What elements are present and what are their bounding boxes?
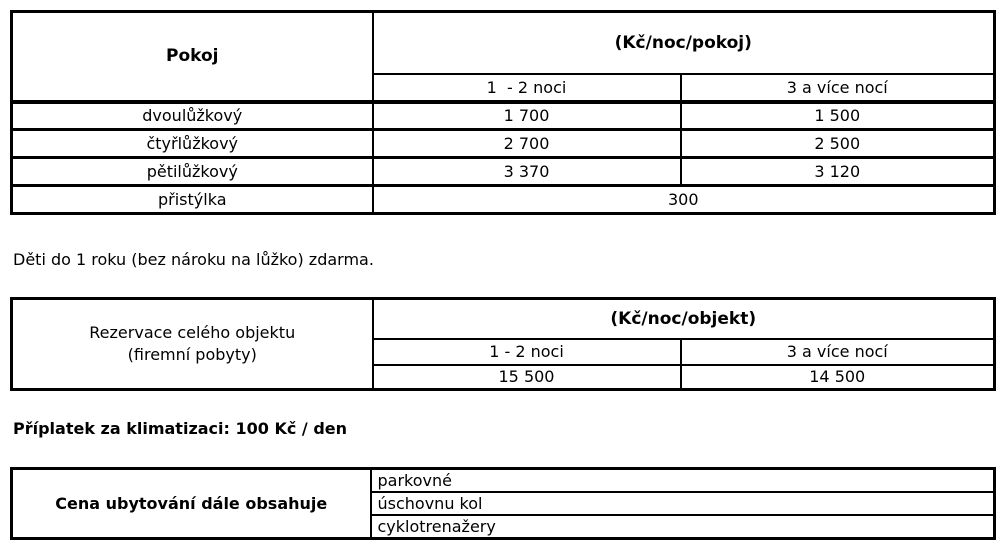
- object-table-header-row: [12, 299, 995, 339]
- object-table-col-short-stay: 1 - 2 noci: [373, 339, 681, 365]
- object-table-unit-header: (Kč/noc/objekt): [373, 299, 995, 339]
- object-table-col-long-stay: 3 a více nocí: [681, 339, 995, 365]
- object-price-short-stay-cell: 15 500: [373, 365, 681, 390]
- price-long-stay-cell: 1 500: [681, 102, 995, 130]
- table-row-quad-room: [12, 130, 995, 158]
- table-row-five-bed-room: [12, 158, 995, 186]
- room-type-cell: čtyřlůžkový: [12, 130, 373, 158]
- includes-header-cell: Cena ubytování dále obsahuje: [12, 469, 371, 539]
- children-free-note: Děti do 1 roku (bez nároku na lůžko) zdarma.: [13, 250, 374, 269]
- price-includes-table: [10, 467, 996, 540]
- reservation-header-line1: Rezervace celého objektu: [89, 323, 296, 343]
- extra-bed-price-cell: 300: [373, 186, 995, 214]
- includes-row-parking: [12, 469, 995, 493]
- object-price-long-stay-cell: 14 500: [681, 365, 995, 390]
- room-price-table: [10, 10, 996, 215]
- object-reservation-table: [10, 297, 996, 391]
- table-row-double-room: [12, 102, 995, 130]
- room-type-cell: dvoulůžkový: [12, 102, 373, 130]
- room-table-col-long-stay: 3 a více nocí: [681, 74, 995, 102]
- room-type-cell: pětilůžkový: [12, 158, 373, 186]
- included-item-cell: parkovné: [371, 469, 995, 493]
- reservation-header-cell: [12, 299, 373, 390]
- reservation-header-line2: (firemní pobyty): [127, 345, 257, 364]
- room-type-cell: přistýlka: [12, 186, 373, 214]
- table-row-extra-bed: [12, 186, 995, 214]
- room-table-corner-header: Pokoj: [12, 12, 373, 102]
- included-item-cell: cyklotrenažery: [371, 515, 995, 539]
- price-short-stay-cell: 2 700: [373, 130, 681, 158]
- room-table-header-row: [12, 12, 995, 74]
- price-short-stay-cell: 1 700: [373, 102, 681, 130]
- price-long-stay-cell: 3 120: [681, 158, 995, 186]
- included-item-cell: úschovnu kol: [371, 492, 995, 515]
- price-short-stay-cell: 3 370: [373, 158, 681, 186]
- room-table-col-short-stay: 1 - 2 noci: [373, 74, 681, 102]
- room-table-unit-header: (Kč/noc/pokoj): [373, 12, 995, 74]
- ac-surcharge-note: Příplatek za klimatizaci: 100 Kč / den: [13, 419, 348, 438]
- price-long-stay-cell: 2 500: [681, 130, 995, 158]
